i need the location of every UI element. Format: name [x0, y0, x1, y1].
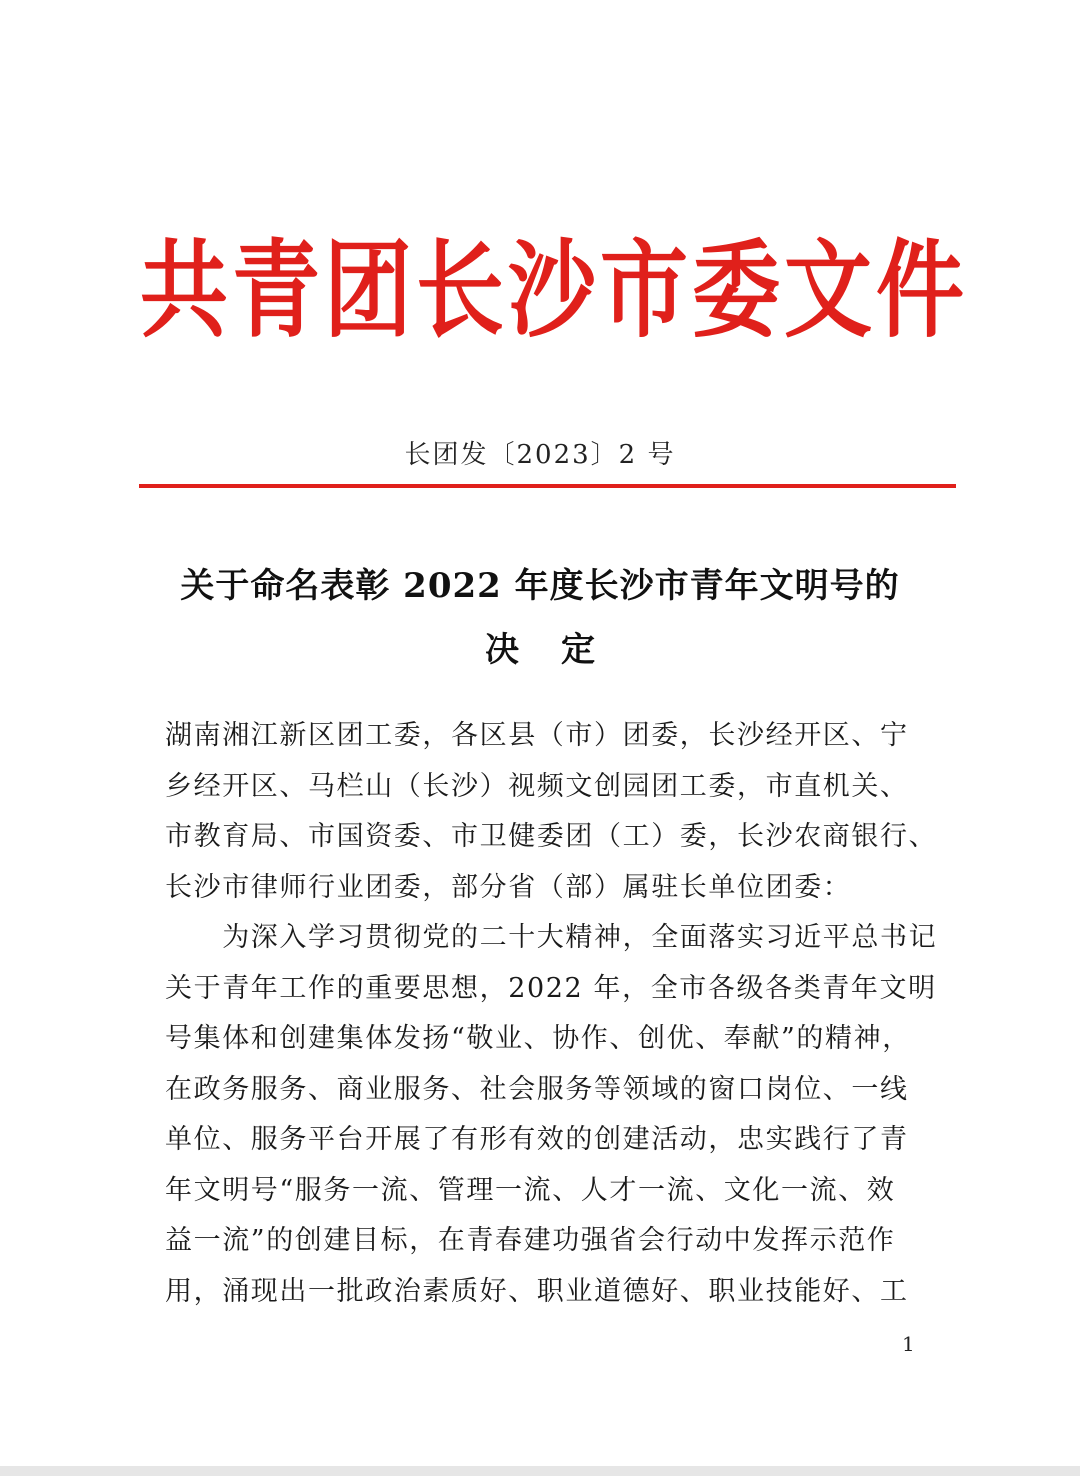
salutation-line: 乡经开区、马栏山（长沙）视频文创园团工委，市直机关、	[165, 770, 909, 802]
paragraph-line: 关于青年工作的重要思想，2022 年，全市各级各类青年文明	[165, 972, 937, 1004]
paragraph-line: 单位、服务平台开展了有形有效的创建活动，忠实践行了青	[165, 1124, 909, 1155]
body-paragraph	[165, 913, 938, 1317]
salutation-line: 市教育局、市国资委、市卫健委团（工）委，长沙农商银行、	[165, 821, 938, 852]
document-title-line-1: 关于命名表彰 2022 年度长沙市青年文明号的	[180, 566, 900, 606]
paragraph-line: 号集体和创建集体发扬“敬业、协作、创优、奉献”的精神，	[165, 1023, 911, 1054]
paragraph-line: 用，涌现出一批政治素质好、职业道德好、职业技能好、工	[165, 1275, 909, 1307]
viewer-bottom-strip	[0, 1466, 1080, 1476]
paragraph-line: 在政务服务、商业服务、社会服务等领域的窗口岗位、一线	[165, 1073, 909, 1105]
red-divider-line	[139, 484, 956, 488]
page-number: 1	[902, 1332, 915, 1356]
document-title-line-2: 决定	[485, 630, 637, 670]
salutation-line: 长沙市律师行业团委，部分省（部）属驻长单位团委：	[165, 871, 852, 903]
paragraph-line: 益一流”的创建目标，在青春建功强省会行动中发挥示范作	[165, 1225, 896, 1256]
paragraph-line: 为深入学习贯彻党的二十大精神，全面落实习近平总书记	[165, 922, 938, 953]
paragraph-line: 年文明号“服务一流、管理一流、人才一流、文化一流、效	[165, 1174, 896, 1206]
salutation-block	[165, 711, 938, 913]
salutation-line: 湖南湘江新区团工委，各区县（市）团委，长沙经开区、宁	[165, 720, 909, 751]
document-number: 长团发〔2023〕2 号	[404, 440, 676, 470]
document-masthead: 共青团长沙市委文件	[140, 227, 969, 353]
